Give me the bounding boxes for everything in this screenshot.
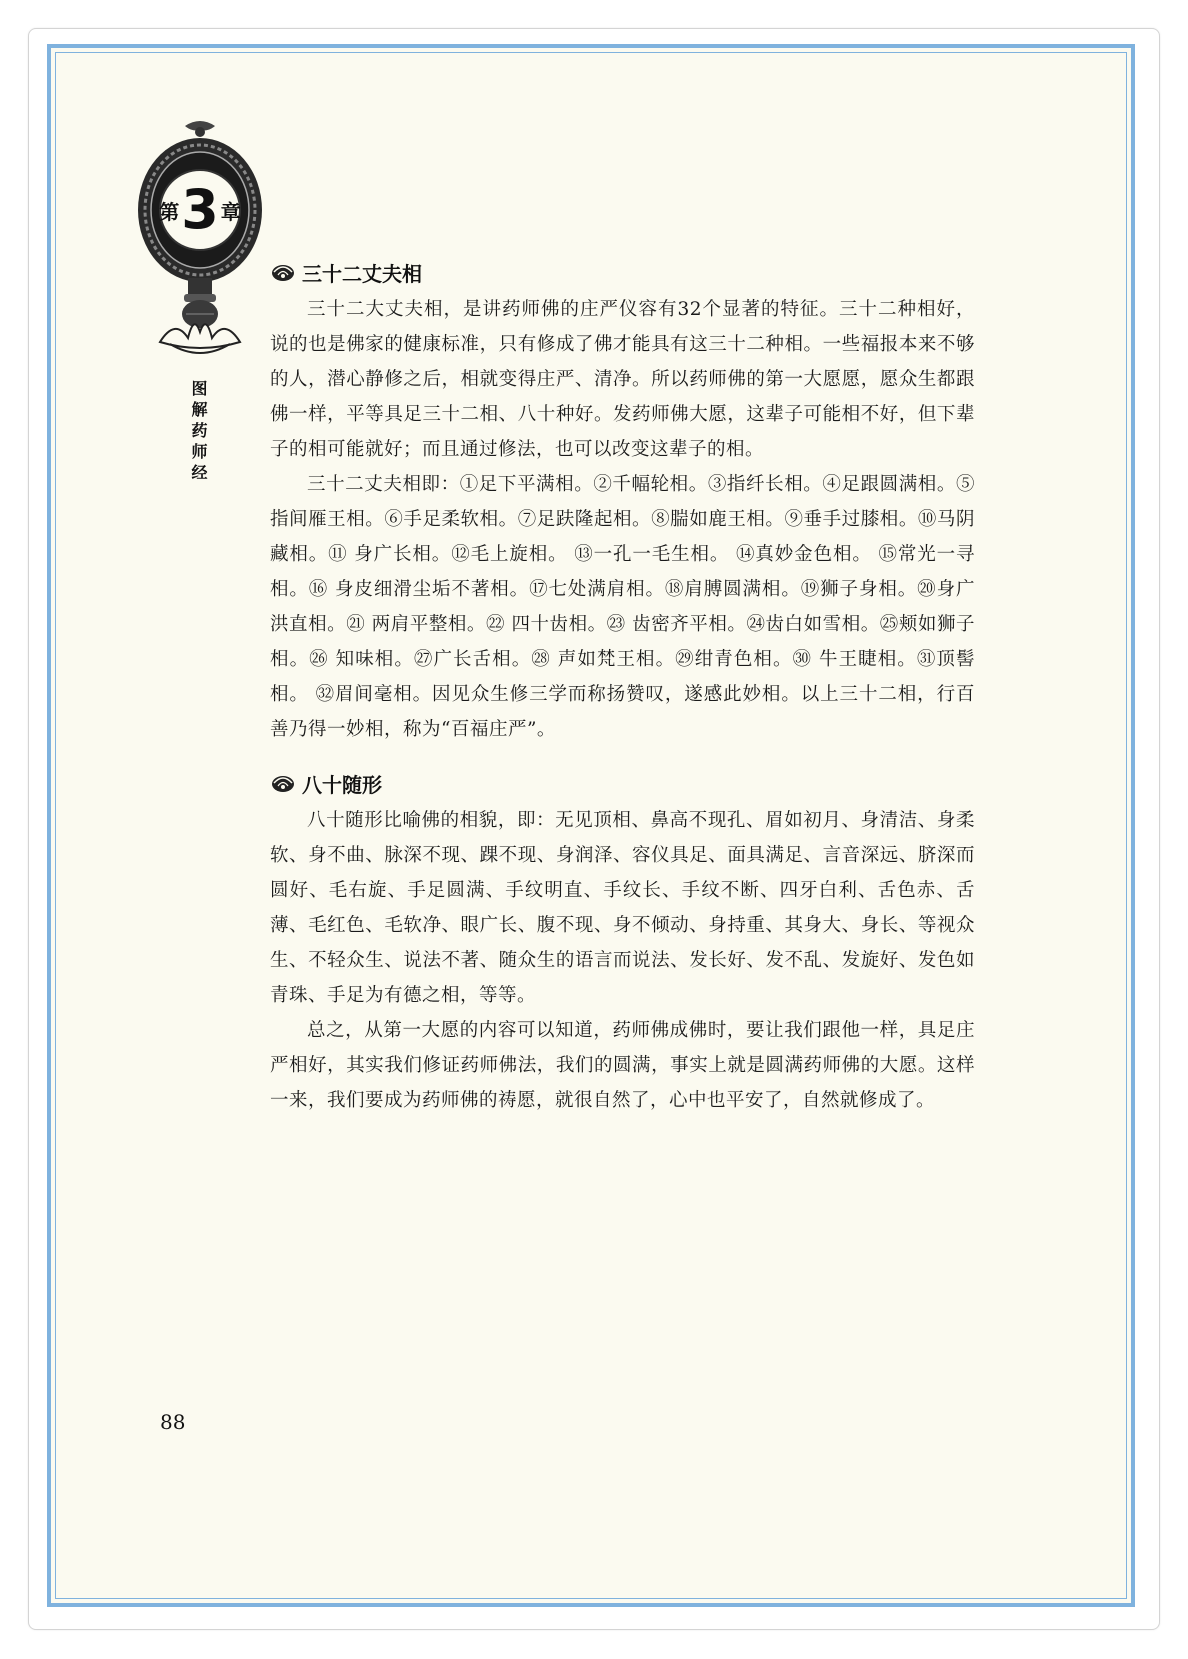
section-heading-text: 三十二丈夫相 [302, 261, 422, 286]
lotus-icon [270, 773, 296, 793]
chapter-suffix: 章 [220, 199, 241, 224]
main-content [270, 256, 975, 1118]
section-heading-80-forms [270, 767, 975, 799]
chapter-prefix: 第 [159, 199, 180, 224]
section-heading-text: 八十随形 [302, 772, 382, 797]
lotus-icon [270, 262, 296, 282]
page-number: 88 [160, 1410, 186, 1434]
chapter-badge [150, 170, 250, 250]
paragraph: 三十二大丈夫相，是讲药师佛的庄严仪容有32个显著的特征。三十二种相好，说的也是佛家的健康标准，只有修成了佛才能具有这三十二种相。一些福报本来不够的人，潜心静修之后，相就变得庄严、清净。所以药师佛的第一大愿愿，愿众生都跟佛一样，平等具足三十二相、八十种好。发药师佛大愿，这辈子可能相不好，但下辈子的相可能就好；而且通过修法，也可以改变这辈子的相。 [270, 299, 975, 460]
paragraph: 八十随形比喻佛的相貌，即：无见顶相、鼻高不现孔、眉如初月、身清洁、身柔软、身不曲、脉深不现、踝不现、身润泽、容仪具足、面具满足、言音深远、脐深而圆好、毛右旋、手足圆满、手纹明直、手纹长、手纹不断、四牙白利、舌色赤、舌薄、毛红色、毛软净、眼广长、腹不现、身不倾动、身持重、其身大、身长、等视众生、不轻众生、说法不著、随众生的语言而说法、发长好、发不乱、发旋好、发色如青珠、手足为有德之相，等等。 [270, 810, 975, 1006]
chapter-number: 3 [181, 178, 219, 241]
book-side-title: 图解药师经 [189, 380, 208, 485]
section-heading-32-marks [270, 256, 975, 288]
paragraph: 总之，从第一大愿的内容可以知道，药师佛成佛时，要让我们跟他一样，具足庄严相好，其实我们修证药师佛法，我们的圆满，事实上就是圆满药师佛的大愿。这样一来，我们要成为药师佛的祷愿，就很自然了，心中也平安了，自然就修成了。 [270, 1020, 975, 1111]
paragraph: 三十二丈夫相即：①足下平满相。②千幅轮相。③指纤长相。④足跟圆满相。⑤指间雁王相。⑥手足柔软相。⑦足趺隆起相。⑧腨如鹿王相。⑨垂手过膝相。⑩马阴藏相。⑪ 身广长相。⑫毛上旋相。 ⑬一孔一毛生相。 ⑭真妙金色相。 ⑮常光一寻相。⑯ 身皮细滑尘垢不著相。⑰七处满肩相。⑱肩膊圆满相。⑲狮子身相。⑳身广洪直相。㉑ 两肩平整相。㉒ 四十齿相。㉓ 齿密齐平相。㉔齿白如雪相。㉕颊如狮子相。㉖ 知味相。㉗广长舌相。㉘ 声如梵王相。㉙绀青色相。㉚ 牛王睫相。㉛顶髻相。 ㉜眉间毫相。因见众生修三学而称扬赞叹，遂感此妙相。以上三十二相，行百善乃得一妙相，称为“百福庄严”。 [270, 474, 975, 740]
